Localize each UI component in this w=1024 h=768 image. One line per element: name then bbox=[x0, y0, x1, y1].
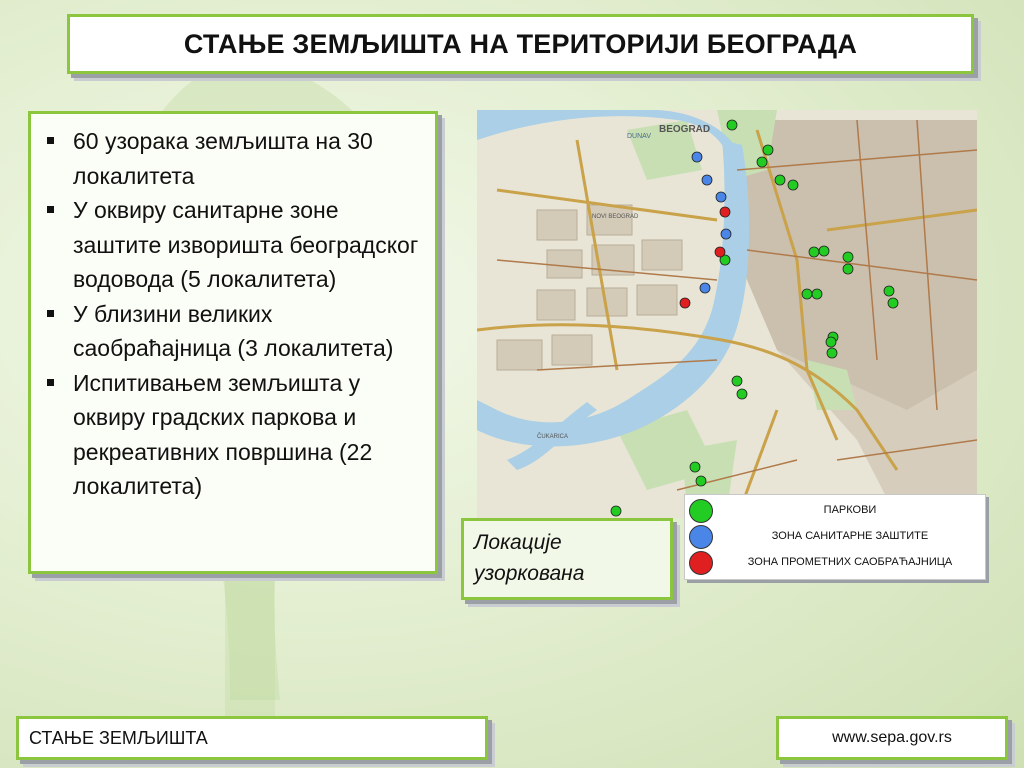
sampling-map bbox=[477, 110, 977, 518]
bullet-list bbox=[43, 124, 423, 504]
blue-dot-icon bbox=[689, 525, 713, 549]
park-sample-marker bbox=[763, 145, 773, 155]
park-sample-marker bbox=[727, 120, 737, 130]
park-sample-marker bbox=[775, 175, 785, 185]
park-sample-marker bbox=[696, 476, 706, 486]
park-sample-marker bbox=[843, 252, 853, 262]
park-sample-marker bbox=[812, 289, 822, 299]
title-box bbox=[67, 14, 974, 74]
slide-title: СТАЊЕ ЗЕМЉИШТА НА ТЕРИТОРИЈИ БЕОГРАДА bbox=[183, 28, 858, 59]
bullet-item: У оквиру санитарне зоне заштите изворишта београдског водовода (5 локалитета) bbox=[43, 193, 423, 297]
sanitary-sample-marker bbox=[702, 175, 712, 185]
park-sample-marker bbox=[611, 506, 621, 516]
bullet-item: У близини великих саобраћајница (3 локалитета) bbox=[43, 297, 423, 366]
traffic-sample-marker bbox=[680, 298, 690, 308]
map-graphic bbox=[477, 110, 977, 518]
park-sample-marker bbox=[826, 337, 836, 347]
park-sample-marker bbox=[888, 298, 898, 308]
legend-label: ПАРКОВИ bbox=[823, 504, 877, 516]
map-label-city: BEOGRAD bbox=[659, 124, 711, 135]
legend-label: ЗОНА САНИТАРНЕ ЗАШТИТЕ bbox=[771, 530, 929, 542]
map-caption-box bbox=[461, 518, 673, 600]
red-dot-icon bbox=[689, 551, 713, 575]
legend-label: ЗОНА ПРОМЕТНИХ САОБРАЋАЈНИЦА bbox=[747, 556, 953, 568]
map-legend bbox=[684, 494, 986, 580]
bullet-item: 60 узорака земљишта на 30 локалитета bbox=[43, 124, 423, 193]
park-sample-marker bbox=[802, 289, 812, 299]
bullet-list-box bbox=[28, 111, 438, 574]
park-sample-marker bbox=[819, 246, 829, 256]
footer-url[interactable]: www.sepa.gov.rs bbox=[832, 729, 952, 746]
traffic-sample-marker bbox=[715, 247, 725, 257]
bullet-item: Испитивањем земљишта у оквиру градских паркова и рекреативних површина (22 локалитета) bbox=[43, 366, 423, 504]
traffic-sample-marker bbox=[720, 207, 730, 217]
sanitary-sample-marker bbox=[692, 152, 702, 162]
park-sample-marker bbox=[827, 348, 837, 358]
map-label-district: ČUKARICA bbox=[537, 434, 569, 440]
legend-item-traffic bbox=[685, 549, 985, 577]
map-caption: Локације узоркована bbox=[474, 531, 585, 585]
park-sample-marker bbox=[843, 264, 853, 274]
map-label-river: DUNAV bbox=[627, 133, 651, 140]
park-sample-marker bbox=[788, 180, 798, 190]
park-sample-marker bbox=[884, 286, 894, 296]
legend-item-sanitary bbox=[685, 523, 985, 551]
footer-title: СТАЊЕ ЗЕМЉИШТА bbox=[29, 727, 208, 748]
legend-item-parks bbox=[685, 497, 985, 525]
map-label-district: NOVI BEOGRAD bbox=[592, 214, 639, 220]
sanitary-sample-marker bbox=[721, 229, 731, 239]
sanitary-sample-marker bbox=[700, 283, 710, 293]
park-sample-marker bbox=[809, 247, 819, 257]
sanitary-sample-marker bbox=[716, 192, 726, 202]
park-sample-marker bbox=[732, 376, 742, 386]
park-sample-marker bbox=[737, 389, 747, 399]
park-sample-marker bbox=[757, 157, 767, 167]
park-sample-marker bbox=[690, 462, 700, 472]
footer-right-box bbox=[776, 716, 1008, 760]
footer-left-box bbox=[16, 716, 488, 760]
green-dot-icon bbox=[689, 499, 713, 523]
